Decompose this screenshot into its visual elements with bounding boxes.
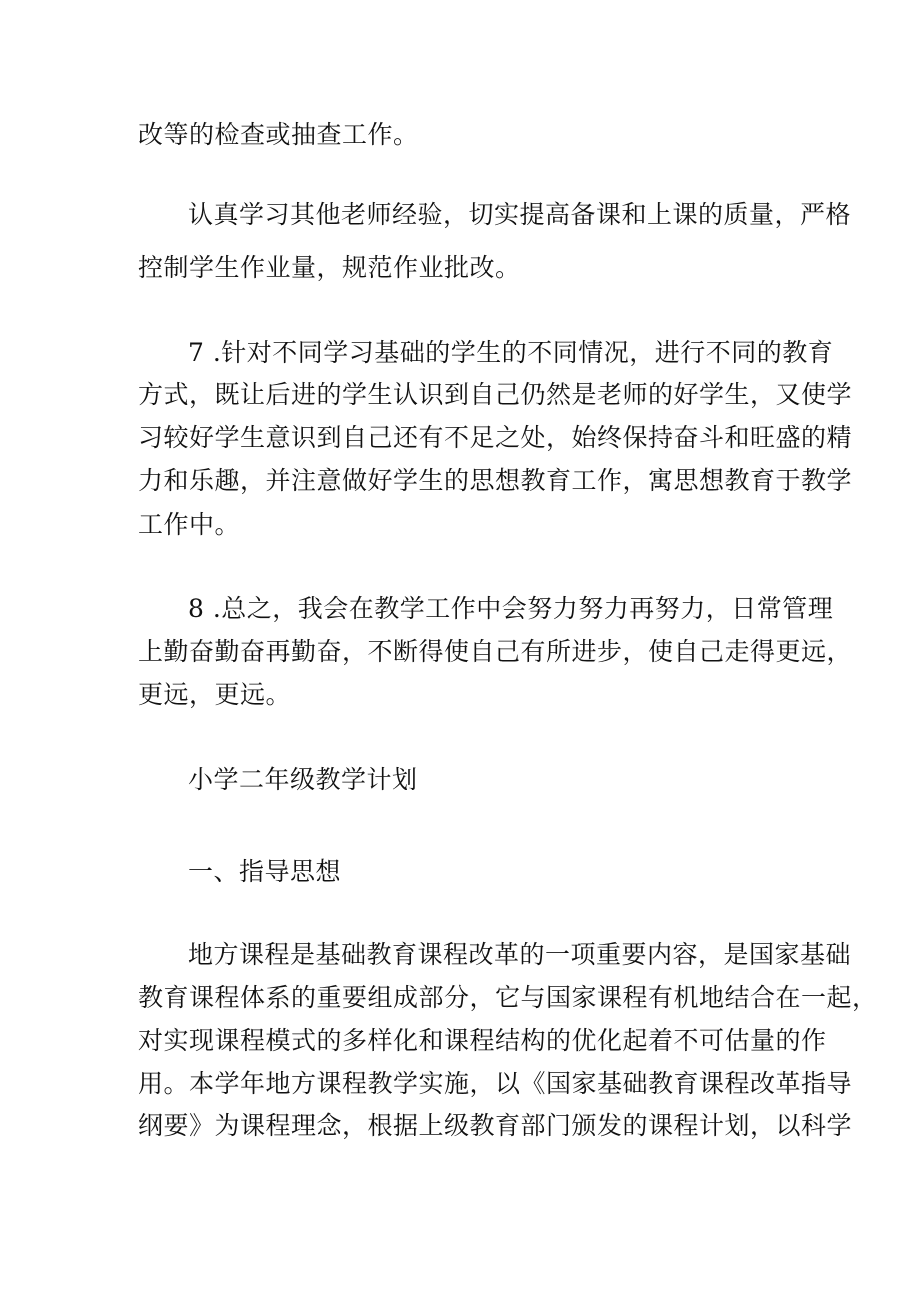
paragraph-line: 对实现课程模式的多样化和课程结构的优化起着不可估量的作 <box>138 1026 827 1055</box>
paragraph-line: 7 .针对不同学习基础的学生的不同情况，进行不同的教育 <box>188 338 834 367</box>
paragraph-line: 8 .总之，我会在教学工作中会努力努力再努力，日常管理 <box>188 594 834 623</box>
paragraph-line: 习较好学生意识到自己还有不足之处，始终保持奋斗和旺盛的精 <box>138 423 853 452</box>
paragraph-line: 更远，更远。 <box>138 680 292 709</box>
section-heading: 一、指导思想 <box>188 857 342 886</box>
paragraph-line: 纲要》为课程理念，根据上级教育部门颁发的课程计划，以科学 <box>138 1111 853 1140</box>
paragraph-line: 控制学生作业量，规范作业批改。 <box>138 253 521 282</box>
paragraph-line: 用。本学年地方课程教学实施，以《国家基础教育课程改革指导 <box>138 1069 853 1098</box>
paragraph-line: 教育课程体系的重要组成部分，它与国家课程有机地结合在一起， <box>138 983 878 1012</box>
paragraph-line: 上勤奋勤奋再勤奋，不断得使自己有所进步，使自己走得更远， <box>138 637 853 666</box>
section-title: 小学二年级教学计划 <box>188 765 418 794</box>
paragraph-line: 方式，既让后进的学生认识到自己仍然是老师的好学生，又使学 <box>138 380 853 409</box>
paragraph-line: 力和乐趣，并注意做好学生的思想教育工作，寓思想教育于教学 <box>138 466 853 495</box>
paragraph-line: 地方课程是基础教育课程改革的一项重要内容，是国家基础 <box>188 940 852 969</box>
paragraph-line: 工作中。 <box>138 510 241 539</box>
paragraph-line: 改等的检查或抽查工作。 <box>138 120 419 149</box>
paragraph-line: 认真学习其他老师经验，切实提高备课和上课的质量，严格 <box>188 200 852 229</box>
